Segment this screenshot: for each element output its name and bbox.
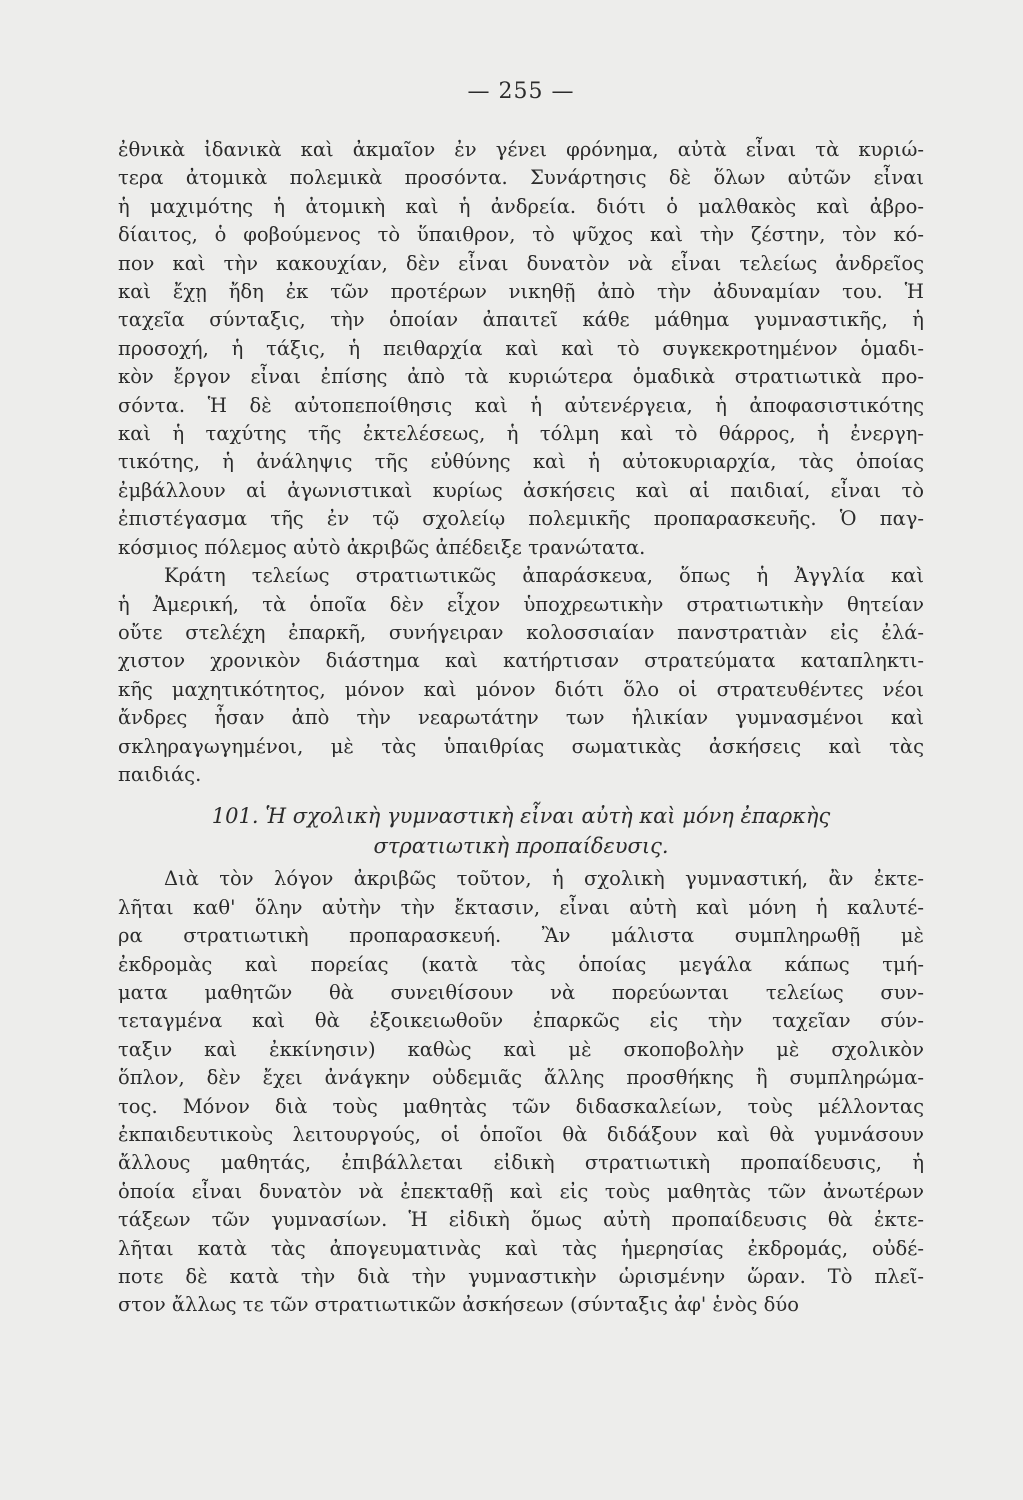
- text-line: παιδιάς.: [118, 762, 202, 786]
- text-line: ποτε δὲ κατὰ τὴν διὰ τὴν γυμναστικὴν ὡρισμένην ὥραν. Τὸ πλεῖ-: [118, 1265, 924, 1289]
- text-line: ἄνδρες ἦσαν ἀπὸ τὴν νεαρωτάτην των ἡλικίαν γυμνασμένοι καὶ: [118, 706, 924, 730]
- text-line: Κράτη τελείως στρατιωτικῶς ἀπαράσκευα, ὅπως ἡ Ἀγγλία καὶ: [164, 564, 924, 588]
- section-title-line-1: [118, 801, 924, 831]
- text-line: ρα στρατιωτικὴ προπαρασκευή. Ἂν μάλιστα συμπληρωθῇ μὲ: [118, 924, 924, 948]
- text-line: σκληραγωγημένοι, μὲ τὰς ὑπαιθρίας σωματικὰς ἀσκήσεις καὶ τὰς: [118, 734, 924, 758]
- text-line: καὶ ἔχῃ ἤδη ἐκ τῶν προτέρων νικηθῇ ἀπὸ τὴν ἀδυναμίαν του. Ἡ: [118, 280, 924, 304]
- text-line: πον καὶ τὴν κακουχίαν, δὲν εἶναι δυνατὸν νὰ εἶναι τελείως ἀνδρεῖος: [118, 251, 924, 275]
- text-line: δίαιτος, ὁ φοβούμενος τὸ ὕπαιθρον, τὸ ψῦχος καὶ τὴν ζέστην, τὸν κό-: [118, 223, 924, 247]
- text-line: ἐκδρομὰς καὶ πορείας (κατὰ τὰς ὁποίας μεγάλα κάπως τμή-: [118, 952, 924, 976]
- text-line: χιστον χρονικὸν διάστημα καὶ κατήρτισαν στρατεύματα καταπληκτι-: [118, 649, 924, 673]
- paragraph-3: [118, 865, 924, 1320]
- text-line: τος. Μόνον διὰ τοὺς μαθητὰς τῶν διδασκαλείων, τοὺς μέλλοντας: [118, 1094, 924, 1118]
- text-line: τάξεων τῶν γυμνασίων. Ἡ εἰδικὴ ὅμως αὐτὴ προπαίδευσις θὰ ἐκτε-: [118, 1208, 924, 1232]
- text-line: ταξιν καὶ ἐκκίνησιν) καθὼς καὶ μὲ σκοποβολὴν μὲ σχολικὸν: [118, 1037, 924, 1061]
- text-line: λῆται καθ' ὅλην αὐτὴν τὴν ἔκτασιν, εἶναι αὐτὴ καὶ μόνη ἡ καλυτέ-: [118, 895, 924, 919]
- page-number: — 255 —: [467, 79, 575, 104]
- text-line: τεταγμένα καὶ θὰ ἐξοικειωθοῦν ἐπαρκῶς εἰς τὴν ταχεῖαν σύν-: [118, 1009, 924, 1033]
- text-line: οὔτε στελέχη ἐπαρκῆ, συνήγειραν κολοσσιαίαν πανστρατιὰν εἰς ἐλά-: [118, 620, 924, 644]
- text-line: ἐκπαιδευτικοὺς λειτουργούς, οἱ ὁποῖοι θὰ διδάξουν καὶ θὰ γυμνάσουν: [118, 1123, 924, 1146]
- text-line: ματα μαθητῶν θὰ συνειθίσουν νὰ πορεύωνται τελείως συν-: [118, 980, 924, 1004]
- section-number: 101.: [211, 804, 259, 829]
- text-line: Διὰ τὸν λόγον ἀκριβῶς τοῦτον, ἡ σχολικὴ γυμναστική, ἂν ἐκτε-: [164, 867, 924, 891]
- section-title-line-2: στρατιωτικὴ προπαίδευσις.: [373, 834, 669, 859]
- text-line: κόσμιος πόλεμος αὐτὸ ἀκριβῶς ἀπέδειξε τρανώτατα.: [118, 535, 646, 559]
- text-line: ἐπιστέγασμα τῆς ἐν τῷ σχολείῳ πολεμικῆς προπαρασκευῆς. Ὁ παγ-: [118, 507, 924, 531]
- book-page: [118, 78, 924, 1478]
- text-line: ταχεῖα σύνταξις, τὴν ὁποίαν ἀπαιτεῖ κάθε μάθημα γυμναστικῆς, ἡ: [118, 308, 924, 332]
- text-line: σόντα. Ἡ δὲ αὐτοπεποίθησις καὶ ἡ αὐτενέργεια, ἡ ἀποφασιστικότης: [118, 393, 924, 417]
- text-line: ἐμβάλλουν αἱ ἀγωνιστικαὶ κυρίως ἀσκήσεις καὶ αἱ παιδιαί, εἶναι τὸ: [118, 478, 924, 502]
- text-line: τερα ἀτομικὰ πολεμικὰ προσόντα. Συνάρτησις δὲ ὅλων αὐτῶν εἶναι: [118, 166, 924, 190]
- text-line: ἐθνικὰ ἰδανικὰ καὶ ἀκμαῖον ἐν γένει φρόνημα, αὐτὰ εἶναι τὰ κυριώ-: [118, 138, 924, 161]
- text-line: κῆς μαχητικότητος, μόνον καὶ μόνον διότι ὅλο οἱ στρατευθέντες νέοι: [118, 677, 924, 701]
- text-line: καὶ ἡ ταχύτης τῆς ἐκτελέσεως, ἡ τόλμη καὶ τὸ θάρρος, ἡ ἐνεργη-: [118, 422, 924, 446]
- text-line: ἡ μαχιμότης ἡ ἀτομικὴ καὶ ἡ ἀνδρεία. διότι ὁ μαλθακὸς καὶ ἀβρο-: [118, 194, 924, 218]
- text-line: τικότης, ἡ ἀνάληψις τῆς εὐθύνης καὶ ἡ αὐτοκυριαρχία, τὰς ὁποίας: [118, 450, 924, 474]
- text-line: στον ἄλλως τε τῶν στρατιωτικῶν ἀσκήσεων (σύνταξις ἀφ' ἑνὸς δύο: [118, 1293, 799, 1317]
- text-line: ἄλλους μαθητάς, ἐπιβάλλεται εἰδικὴ στρατιωτικὴ προπαίδευσις, ἡ: [118, 1151, 924, 1175]
- text-line: ἡ Ἀμερική, τὰ ὁποῖα δὲν εἶχον ὑποχρεωτικὴν στρατιωτικὴν θητείαν: [118, 592, 924, 616]
- text-line: λῆται κατὰ τὰς ἀπογευματινὰς καὶ τὰς ἡμερησίας ἐκδρομάς, οὐδέ-: [118, 1236, 924, 1260]
- text-line: ὁποία εἶναι δυνατὸν νὰ ἐπεκταθῇ καὶ εἰς τοὺς μαθητὰς τῶν ἀνωτέρων: [118, 1179, 924, 1203]
- section-title-part-1: Ἡ σχολικὴ γυμναστικὴ εἶναι αὐτὴ καὶ μόνη ἐπαρκὴς: [265, 804, 831, 829]
- text-line: ὅπλον, δὲν ἔχει ἀνάγκην οὐδεμιᾶς ἄλλης προσθήκης ἢ συμπληρώμα-: [118, 1066, 924, 1090]
- text-line: προσοχή, ἡ τάξις, ἡ πειθαρχία καὶ καὶ τὸ συγκεκροτημένον ὁμαδι-: [118, 336, 924, 360]
- section-heading: [118, 801, 924, 861]
- paragraph-1: [118, 136, 924, 562]
- paragraph-2: [118, 562, 924, 789]
- text-line: κὸν ἔργον εἶναι ἐπίσης ἀπὸ τὰ κυριώτερα ὁμαδικὰ στρατιωτικὰ προ-: [118, 365, 924, 389]
